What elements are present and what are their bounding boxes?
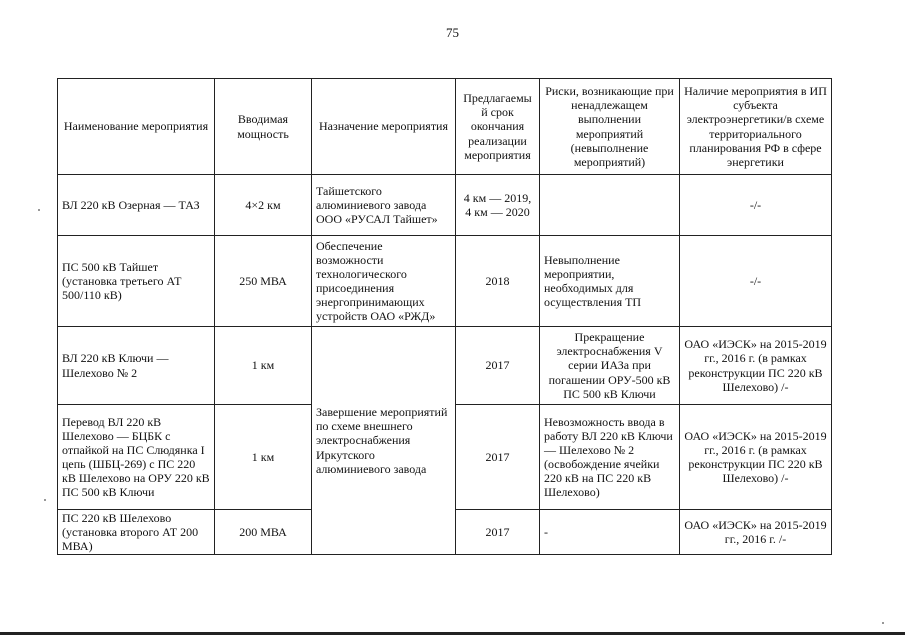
cell-program: -/- — [680, 236, 832, 327]
cell-program: ОАО «ИЭСК» на 2015-2019 гг., 2016 г. (в рамках реконструкции ПС 220 кВ Шелехово) /- — [680, 405, 832, 510]
cell-power: 1 км — [215, 327, 312, 405]
table-header-row — [58, 79, 832, 175]
cell-risks — [540, 175, 680, 236]
header-purpose: Назначение мероприятия — [312, 79, 456, 175]
scan-speck — [882, 622, 884, 624]
cell-risks: - — [540, 510, 680, 555]
cell-power: 1 км — [215, 405, 312, 510]
cell-deadline: 2017 — [456, 327, 540, 405]
cell-risks: Невозможность ввода в работу ВЛ 220 кВ Ключи — Шелехово № 2 (освобождение ячейки 220 кВ на ПС 220 кВ Шелехово) — [540, 405, 680, 510]
cell-power: 250 МВА — [215, 236, 312, 327]
header-power: Вводимая мощность — [215, 79, 312, 175]
cell-purpose: Завершение мероприятий по схеме внешнего электроснабжения Иркутского алюминиевого завода — [312, 327, 456, 555]
cell-name: ПС 500 кВ Тайшет (установка третьего АТ 500/110 кВ) — [58, 236, 215, 327]
cell-deadline: 4 км — 2019, 4 км — 2020 — [456, 175, 540, 236]
cell-program: ОАО «ИЭСК» на 2015-2019 гг., 2016 г. (в рамках реконструкции ПС 220 кВ Шелехово) /- — [680, 327, 832, 405]
cell-power: 4×2 км — [215, 175, 312, 236]
header-program: Наличие мероприятия в ИП субъекта электроэнергетики/в схеме территориального планирования РФ в сфере энергетики — [680, 79, 832, 175]
table-row — [58, 327, 832, 405]
cell-risks: Прекращение электроснабжения V серии ИАЗа при погашении ОРУ-500 кВ ПС 500 кВ Ключи — [540, 327, 680, 405]
cell-program: ОАО «ИЭСК» на 2015-2019 гг., 2016 г. /- — [680, 510, 832, 555]
cell-power: 200 МВА — [215, 510, 312, 555]
measures-table — [57, 78, 832, 555]
table-row — [58, 236, 832, 327]
cell-name: ПС 220 кВ Шелехово (установка второго АТ 200 МВА) — [58, 510, 215, 555]
scan-bottom-edge — [0, 632, 905, 635]
cell-program: -/- — [680, 175, 832, 236]
cell-deadline: 2017 — [456, 405, 540, 510]
cell-purpose: Тайшетского алюминиевого завода ООО «РУСАЛ Тайшет» — [312, 175, 456, 236]
cell-purpose: Обеспечение возможности технологического присоединения энергопринимающих устройств ОАО «РЖД» — [312, 236, 456, 327]
cell-name: ВЛ 220 кВ Ключи — Шелехово № 2 — [58, 327, 215, 405]
table-row — [58, 175, 832, 236]
cell-risks: Невыполнение мероприятии, необходимых для осуществления ТП — [540, 236, 680, 327]
cell-name: ВЛ 220 кВ Озерная — ТАЗ — [58, 175, 215, 236]
header-risks: Риски, возникающие при ненадлежащем выполнении мероприятий (невыполнение мероприятий) — [540, 79, 680, 175]
header-name: Наименование мероприятия — [58, 79, 215, 175]
header-deadline: Предлагаемы й срок окончания реализации мероприятия — [456, 79, 540, 175]
scan-speck — [44, 499, 46, 501]
cell-name: Перевод ВЛ 220 кВ Шелехово — БЦБК с отпайкой на ПС Слюдянка I цепь (ШБЦ-269) с ПС 220 кВ Шелехово на ОРУ 220 кВ ПС 500 кВ Ключи — [58, 405, 215, 510]
cell-deadline: 2017 — [456, 510, 540, 555]
page-number: 75 — [446, 25, 459, 40]
cell-deadline: 2018 — [456, 236, 540, 327]
scan-speck — [38, 209, 40, 211]
